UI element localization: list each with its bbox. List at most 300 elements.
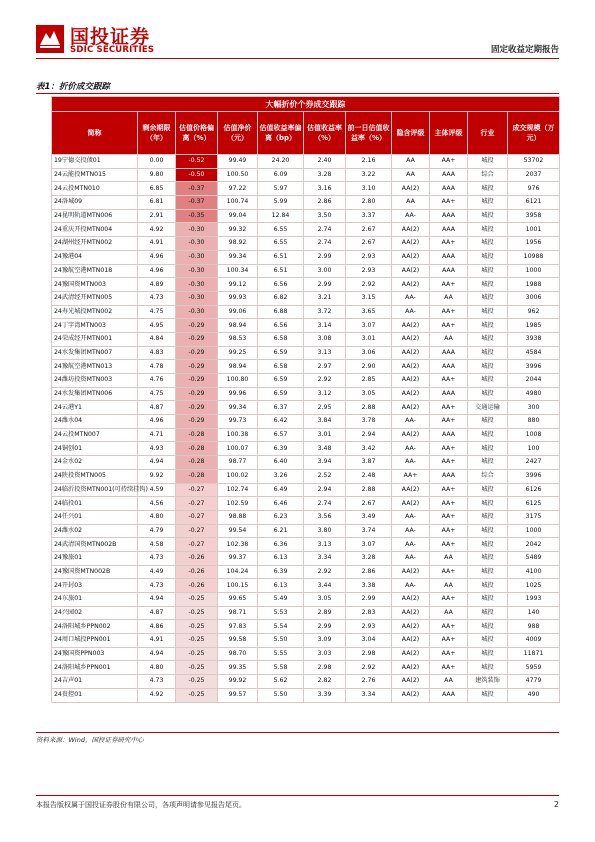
table-cell: 城投	[468, 196, 508, 210]
table-cell: 3.01	[346, 332, 392, 346]
table-row	[52, 565, 560, 579]
table-cell: AA-	[392, 291, 430, 305]
table-cell: 9.80	[138, 168, 176, 182]
table-cell: 0.00	[138, 155, 176, 169]
bond-name-cell: 24豫国资MTN002B	[52, 565, 138, 579]
table-cell: AA(2)	[392, 332, 430, 346]
table-cell: 98.77	[218, 456, 258, 470]
table-cell: 2.94	[304, 483, 346, 497]
table-cell: 98.92	[218, 237, 258, 251]
table-cell: 99.73	[218, 415, 258, 429]
table-cell: AA-	[392, 524, 430, 538]
table-cell: 3.07	[346, 319, 392, 333]
table-cell: 4.75	[138, 305, 176, 319]
table-cell: 6.36	[258, 538, 304, 552]
bond-name-cell: 24云港Y1	[52, 401, 138, 415]
bond-name-cell: 24丁字湾MTN003	[52, 319, 138, 333]
table-row	[52, 483, 560, 497]
table-cell: 2.40	[304, 155, 346, 169]
table-cell: 3.26	[258, 469, 304, 483]
table-cell: 4.94	[138, 647, 176, 661]
table-cell: 2.82	[304, 675, 346, 689]
bond-name-cell: 24豫国资MTN003	[52, 278, 138, 292]
table-cell: 3.15	[346, 291, 392, 305]
table-cell: 6.09	[258, 168, 304, 182]
table-cell: 140	[508, 606, 560, 620]
footer-divider	[36, 795, 559, 796]
table-cell: 5.58	[258, 661, 304, 675]
table-cell: 4.59	[138, 483, 176, 497]
table-cell: 3.56	[304, 510, 346, 524]
table-cell: AAA	[430, 182, 468, 196]
table-cell: AA	[430, 606, 468, 620]
table-cell: 99.93	[218, 291, 258, 305]
table-cell: AA+	[430, 196, 468, 210]
table-cell: -0.25	[176, 606, 218, 620]
table-cell: 城投	[468, 661, 508, 675]
table-cell: 3.72	[304, 305, 346, 319]
table-cell: AAA	[430, 428, 468, 442]
table-cell: 6.39	[258, 565, 304, 579]
table-cell: 1988	[508, 278, 560, 292]
table-cell: AAA	[430, 688, 468, 702]
table-row	[52, 661, 560, 675]
table-title: 大幅折价个券成交跟踪	[52, 97, 560, 112]
table-cell: 1008	[508, 428, 560, 442]
table-cell: 4.73	[138, 675, 176, 689]
table-cell: 城投	[468, 497, 508, 511]
table-cell: 6126	[508, 483, 560, 497]
table-cell: 3.13	[304, 538, 346, 552]
table-row	[52, 332, 560, 346]
bond-name-cell: 24东旅01	[52, 593, 138, 607]
bond-name-cell: 19宁德交投债01	[52, 155, 138, 169]
table-cell: 102.38	[218, 538, 258, 552]
table-cell: 4.96	[138, 264, 176, 278]
table-cell: 3.08	[304, 332, 346, 346]
table-cell: AA-	[392, 305, 430, 319]
table-cell: 6.59	[258, 346, 304, 360]
bond-name-cell: 24豫航空港MTN013	[52, 360, 138, 374]
table-cell: 2042	[508, 538, 560, 552]
table-cell: 3.80	[304, 524, 346, 538]
table-row	[52, 415, 560, 429]
table-cell: 3175	[508, 510, 560, 524]
table-cell: AA+	[430, 237, 468, 251]
table-cell: 3.78	[346, 415, 392, 429]
table-cell: 100.02	[218, 469, 258, 483]
table-cell: 2.99	[304, 278, 346, 292]
table-cell: 城投	[468, 565, 508, 579]
column-header: 估值价格偏离（%）	[176, 112, 218, 155]
bond-name-cell: 24洛阳城乡PPN001	[52, 661, 138, 675]
table-cell: 6.81	[138, 196, 176, 210]
table-cell: 综合	[468, 168, 508, 182]
bond-name-cell: 24周口城投PPN001	[52, 634, 138, 648]
table-row	[52, 319, 560, 333]
table-cell: AA+	[430, 524, 468, 538]
table-cell: AA(2)	[392, 319, 430, 333]
table-cell: AA(2)	[392, 565, 430, 579]
table-cell: -0.37	[176, 182, 218, 196]
table-cell: 城投	[468, 634, 508, 648]
bond-name-cell: 24洛阳城乡PPN002	[52, 620, 138, 634]
table-cell: 100	[508, 442, 560, 456]
table-cell: 3.28	[304, 168, 346, 182]
table-row	[52, 579, 560, 593]
table-row	[52, 278, 560, 292]
logo-mark-icon	[36, 25, 64, 53]
table-cell: 5.49	[258, 593, 304, 607]
table-cell: 6.58	[258, 360, 304, 374]
table-cell: AA(2)	[392, 387, 430, 401]
table-cell: 3.00	[304, 264, 346, 278]
table-row	[52, 647, 560, 661]
table-row	[52, 155, 560, 169]
table-cell: 2.98	[346, 647, 392, 661]
table-cell: 3.12	[304, 387, 346, 401]
column-header: 隐含评级	[392, 112, 430, 155]
table-cell: 3006	[508, 291, 560, 305]
bond-name-cell: 24云投MTN007	[52, 428, 138, 442]
table-cell: AA(2)	[392, 606, 430, 620]
table-cell: -0.30	[176, 223, 218, 237]
footer-disclaimer: 本报告版权属于国投证券股份有限公司，各项声明请参见报告尾页。	[36, 801, 246, 809]
table-cell: 4.71	[138, 428, 176, 442]
logo-text-cn: 国投证券	[70, 26, 151, 48]
table-cell: AA+	[430, 510, 468, 524]
bond-name-cell: 24云投MTN010	[52, 182, 138, 196]
table-body	[52, 155, 560, 703]
table-cell: 2.86	[346, 565, 392, 579]
table-cell: 6.82	[258, 291, 304, 305]
table-cell: 3.74	[346, 524, 392, 538]
table-cell: -0.30	[176, 237, 218, 251]
table-cell: AA(2)	[392, 346, 430, 360]
bond-name-cell: 24兴园02	[52, 606, 138, 620]
table-cell: AA	[392, 155, 430, 169]
table-cell: 2.95	[304, 401, 346, 415]
table-cell: 5.97	[258, 182, 304, 196]
table-cell: 4.80	[138, 661, 176, 675]
table-cell: AA(2)	[392, 374, 430, 388]
table-cell: -0.29	[176, 374, 218, 388]
column-header: 行业	[468, 112, 508, 155]
table-cell: 98.94	[218, 360, 258, 374]
table-row	[52, 510, 560, 524]
table-cell: 99.54	[218, 524, 258, 538]
table-cell: 3.05	[304, 593, 346, 607]
table-cell: 2.83	[346, 606, 392, 620]
table-cell: 2.67	[346, 223, 392, 237]
table-cell: 4.95	[138, 319, 176, 333]
table-cell: AA(2)	[392, 620, 430, 634]
table-cell: 城投	[468, 579, 508, 593]
table-cell: AA-	[392, 579, 430, 593]
table-row	[52, 456, 560, 470]
table-cell: 4.91	[138, 634, 176, 648]
table-cell: 城投	[468, 647, 508, 661]
table-cell: 3.01	[304, 428, 346, 442]
table-cell: 4.56	[138, 497, 176, 511]
table-cell: 4584	[508, 346, 560, 360]
table-cell: -0.29	[176, 387, 218, 401]
table-cell: 4100	[508, 565, 560, 579]
table-cell: 4.73	[138, 579, 176, 593]
table-cell: -0.25	[176, 647, 218, 661]
table-cell: AA	[430, 332, 468, 346]
table-cell: -0.50	[176, 168, 218, 182]
table-cell: 4.76	[138, 374, 176, 388]
table-cell: 4.92	[138, 688, 176, 702]
table-cell: 2.16	[346, 155, 392, 169]
table-cell: 3.10	[346, 182, 392, 196]
bond-name-cell: 24湖州经开MTN002	[52, 237, 138, 251]
column-header: 前一日估值收益率（%）	[346, 112, 392, 155]
bond-name-cell: 24武清国资MTN002B	[52, 538, 138, 552]
table-cell: 97.83	[218, 620, 258, 634]
table-cell: 99.34	[218, 401, 258, 415]
bond-name-cell: 24临沂投资MTN001(可持续挂钩)	[52, 483, 138, 497]
table-cell: AA+	[430, 538, 468, 552]
table-cell: 3.42	[346, 442, 392, 456]
table-cell: 6.51	[258, 264, 304, 278]
table-cell: 城投	[468, 551, 508, 565]
table-cell: 3.39	[304, 688, 346, 702]
table-cell: 4.78	[138, 360, 176, 374]
table-cell: 城投	[468, 155, 508, 169]
table-cell: 3996	[508, 360, 560, 374]
table-cell: 2.93	[346, 620, 392, 634]
table-cell: AAA	[430, 346, 468, 360]
table-cell: -0.27	[176, 524, 218, 538]
table-cell: 102.74	[218, 483, 258, 497]
table-cell: 3.14	[304, 319, 346, 333]
table-cell: 3.28	[346, 551, 392, 565]
table-cell: 4.86	[138, 620, 176, 634]
table-cell: 建筑装饰	[468, 675, 508, 689]
table-cell: 城投	[468, 387, 508, 401]
table-cell: 98.88	[218, 510, 258, 524]
bond-name-cell: 24豫航空港MTN018	[52, 264, 138, 278]
table-cell: 4.94	[138, 593, 176, 607]
table-cell: AA(2)	[392, 647, 430, 661]
table-cell: AA	[430, 579, 468, 593]
table-cell: 99.57	[218, 688, 258, 702]
table-cell: -0.29	[176, 415, 218, 429]
table-cell: -0.30	[176, 250, 218, 264]
table-row	[52, 291, 560, 305]
table-cell: 城投	[468, 291, 508, 305]
table-cell: 4.79	[138, 524, 176, 538]
table-cell: 6.46	[258, 497, 304, 511]
table-cell: AA(2)	[392, 401, 430, 415]
table-row	[52, 223, 560, 237]
table-cell: AAA	[430, 469, 468, 483]
table-row	[52, 305, 560, 319]
table-row	[52, 593, 560, 607]
table-cell: 99.32	[218, 223, 258, 237]
table-cell: 2.92	[346, 661, 392, 675]
table-cell: -0.30	[176, 264, 218, 278]
column-header: 估值收益率（%）	[304, 112, 346, 155]
table-header-row	[52, 112, 560, 155]
table-cell: -0.29	[176, 346, 218, 360]
table-cell: 城投	[468, 278, 508, 292]
table-cell: -0.28	[176, 469, 218, 483]
table-cell: AA	[430, 551, 468, 565]
table-cell: 2.98	[304, 661, 346, 675]
source-note: 资料来源：Wind，国投证券研究中心	[36, 736, 144, 744]
table-cell: AA(2)	[392, 661, 430, 675]
bond-name-cell: 24陕投资MTN005	[52, 469, 138, 483]
table-cell: AA-	[392, 456, 430, 470]
table-row	[52, 196, 560, 210]
table-cell: 3.48	[304, 442, 346, 456]
table-row	[52, 264, 560, 278]
table-row	[52, 374, 560, 388]
table-cell: AAA	[430, 387, 468, 401]
table-cell: 城投	[468, 593, 508, 607]
table-cell: 城投	[468, 237, 508, 251]
table-cell: 5.50	[258, 688, 304, 702]
table-cell: 6.13	[258, 579, 304, 593]
table-cell: -0.28	[176, 442, 218, 456]
table-cell: 6.57	[258, 428, 304, 442]
table-cell: 2044	[508, 374, 560, 388]
table-cell: 2.94	[346, 428, 392, 442]
bond-name-cell: 24水发集团MTN006	[52, 387, 138, 401]
table-cell: 4.91	[138, 237, 176, 251]
table-cell: 5.99	[258, 196, 304, 210]
table-cell: 6.59	[258, 374, 304, 388]
table-cell: 2.67	[346, 237, 392, 251]
table-cell: 99.49	[218, 155, 258, 169]
table-cell: 6.49	[258, 483, 304, 497]
table-cell: 2.99	[346, 593, 392, 607]
table-cell: 2.99	[304, 250, 346, 264]
table-cell: 100.15	[218, 579, 258, 593]
table-cell: 2.86	[304, 196, 346, 210]
table-cell: -0.52	[176, 155, 218, 169]
table-cell: 城投	[468, 442, 508, 456]
table-cell: 6.51	[258, 250, 304, 264]
table-cell: 102.59	[218, 497, 258, 511]
table-cell: 4.75	[138, 387, 176, 401]
table-cell: 2.99	[304, 620, 346, 634]
table-cell: 2.92	[304, 565, 346, 579]
table-cell: 11871	[508, 647, 560, 661]
table-cell: 2.92	[304, 374, 346, 388]
table-row	[52, 524, 560, 538]
table-cell: 2.91	[138, 209, 176, 223]
table-cell: 6.23	[258, 510, 304, 524]
table-row	[52, 620, 560, 634]
column-header: 估值收益率偏离（bp）	[258, 112, 304, 155]
table-cell: 98.53	[218, 332, 258, 346]
table-cell: 3.65	[346, 305, 392, 319]
table-cell: 4.87	[138, 606, 176, 620]
table-cell: AA(2)	[392, 182, 430, 196]
table-cell: -0.25	[176, 688, 218, 702]
bond-name-cell: 24潍水02	[52, 524, 138, 538]
table-cell: 城投	[468, 688, 508, 702]
table-cell: 2.88	[346, 483, 392, 497]
bond-name-cell: 24金水02	[52, 456, 138, 470]
table-cell: AA(2)	[392, 688, 430, 702]
table-cell: 6.88	[258, 305, 304, 319]
table-cell: 城投	[468, 415, 508, 429]
table-cell: -0.29	[176, 319, 218, 333]
table-cell: 12.84	[258, 209, 304, 223]
table-cell: 2.85	[346, 374, 392, 388]
table-cell: 100.50	[218, 168, 258, 182]
table-cell: AAA	[430, 168, 468, 182]
table-cell: AAA	[430, 360, 468, 374]
table-cell: AA-	[392, 209, 430, 223]
table-cell: 6.55	[258, 237, 304, 251]
table-cell: 3.38	[346, 579, 392, 593]
table-cell: AA	[392, 196, 430, 210]
table-cell: 综合	[468, 469, 508, 483]
table-cell: -0.30	[176, 291, 218, 305]
table-cell: -0.35	[176, 209, 218, 223]
table-cell: 城投	[468, 305, 508, 319]
logo-text-en: SDIC SECURITIES	[70, 45, 155, 55]
table-cell: 4.73	[138, 291, 176, 305]
table-cell: AA	[430, 291, 468, 305]
table-cell: 城投	[468, 182, 508, 196]
table-row	[52, 209, 560, 223]
table-cell: 2.74	[304, 237, 346, 251]
table-row	[52, 606, 560, 620]
table-cell: 1001	[508, 223, 560, 237]
table-cell: AA	[392, 168, 430, 182]
table-cell: 4009	[508, 634, 560, 648]
table-cell: 6121	[508, 196, 560, 210]
table-cell: 4779	[508, 675, 560, 689]
table-cell: 2037	[508, 168, 560, 182]
table-cell: 3.87	[346, 456, 392, 470]
table-cell: AA	[430, 675, 468, 689]
table-cell: 城投	[468, 360, 508, 374]
table-cell: 2.97	[304, 360, 346, 374]
table-cell: 3.04	[346, 634, 392, 648]
table-cell: -0.29	[176, 332, 218, 346]
bond-name-cell: 24潍水04	[52, 415, 138, 429]
bond-name-cell: 24水发集团MTN007	[52, 346, 138, 360]
table-row	[52, 469, 560, 483]
table-cell: -0.27	[176, 538, 218, 552]
table-row	[52, 675, 560, 689]
table-cell: AA-	[392, 442, 430, 456]
table-cell: 城投	[468, 319, 508, 333]
table-cell: 6.42	[258, 415, 304, 429]
table-cell: 3.16	[304, 182, 346, 196]
table-cell: 2.90	[346, 360, 392, 374]
table-cell: 城投	[468, 483, 508, 497]
table-cell: 2.88	[346, 401, 392, 415]
table-cell: AA(2)	[392, 237, 430, 251]
table-cell: -0.29	[176, 360, 218, 374]
table-cell: 976	[508, 182, 560, 196]
table-cell: 城投	[468, 510, 508, 524]
bond-name-cell: 24寿光城投MTN002	[52, 305, 138, 319]
table-cell: 2.80	[346, 196, 392, 210]
table-cell: 3.44	[304, 579, 346, 593]
table-cell: AA+	[430, 593, 468, 607]
table-cell: 490	[508, 688, 560, 702]
